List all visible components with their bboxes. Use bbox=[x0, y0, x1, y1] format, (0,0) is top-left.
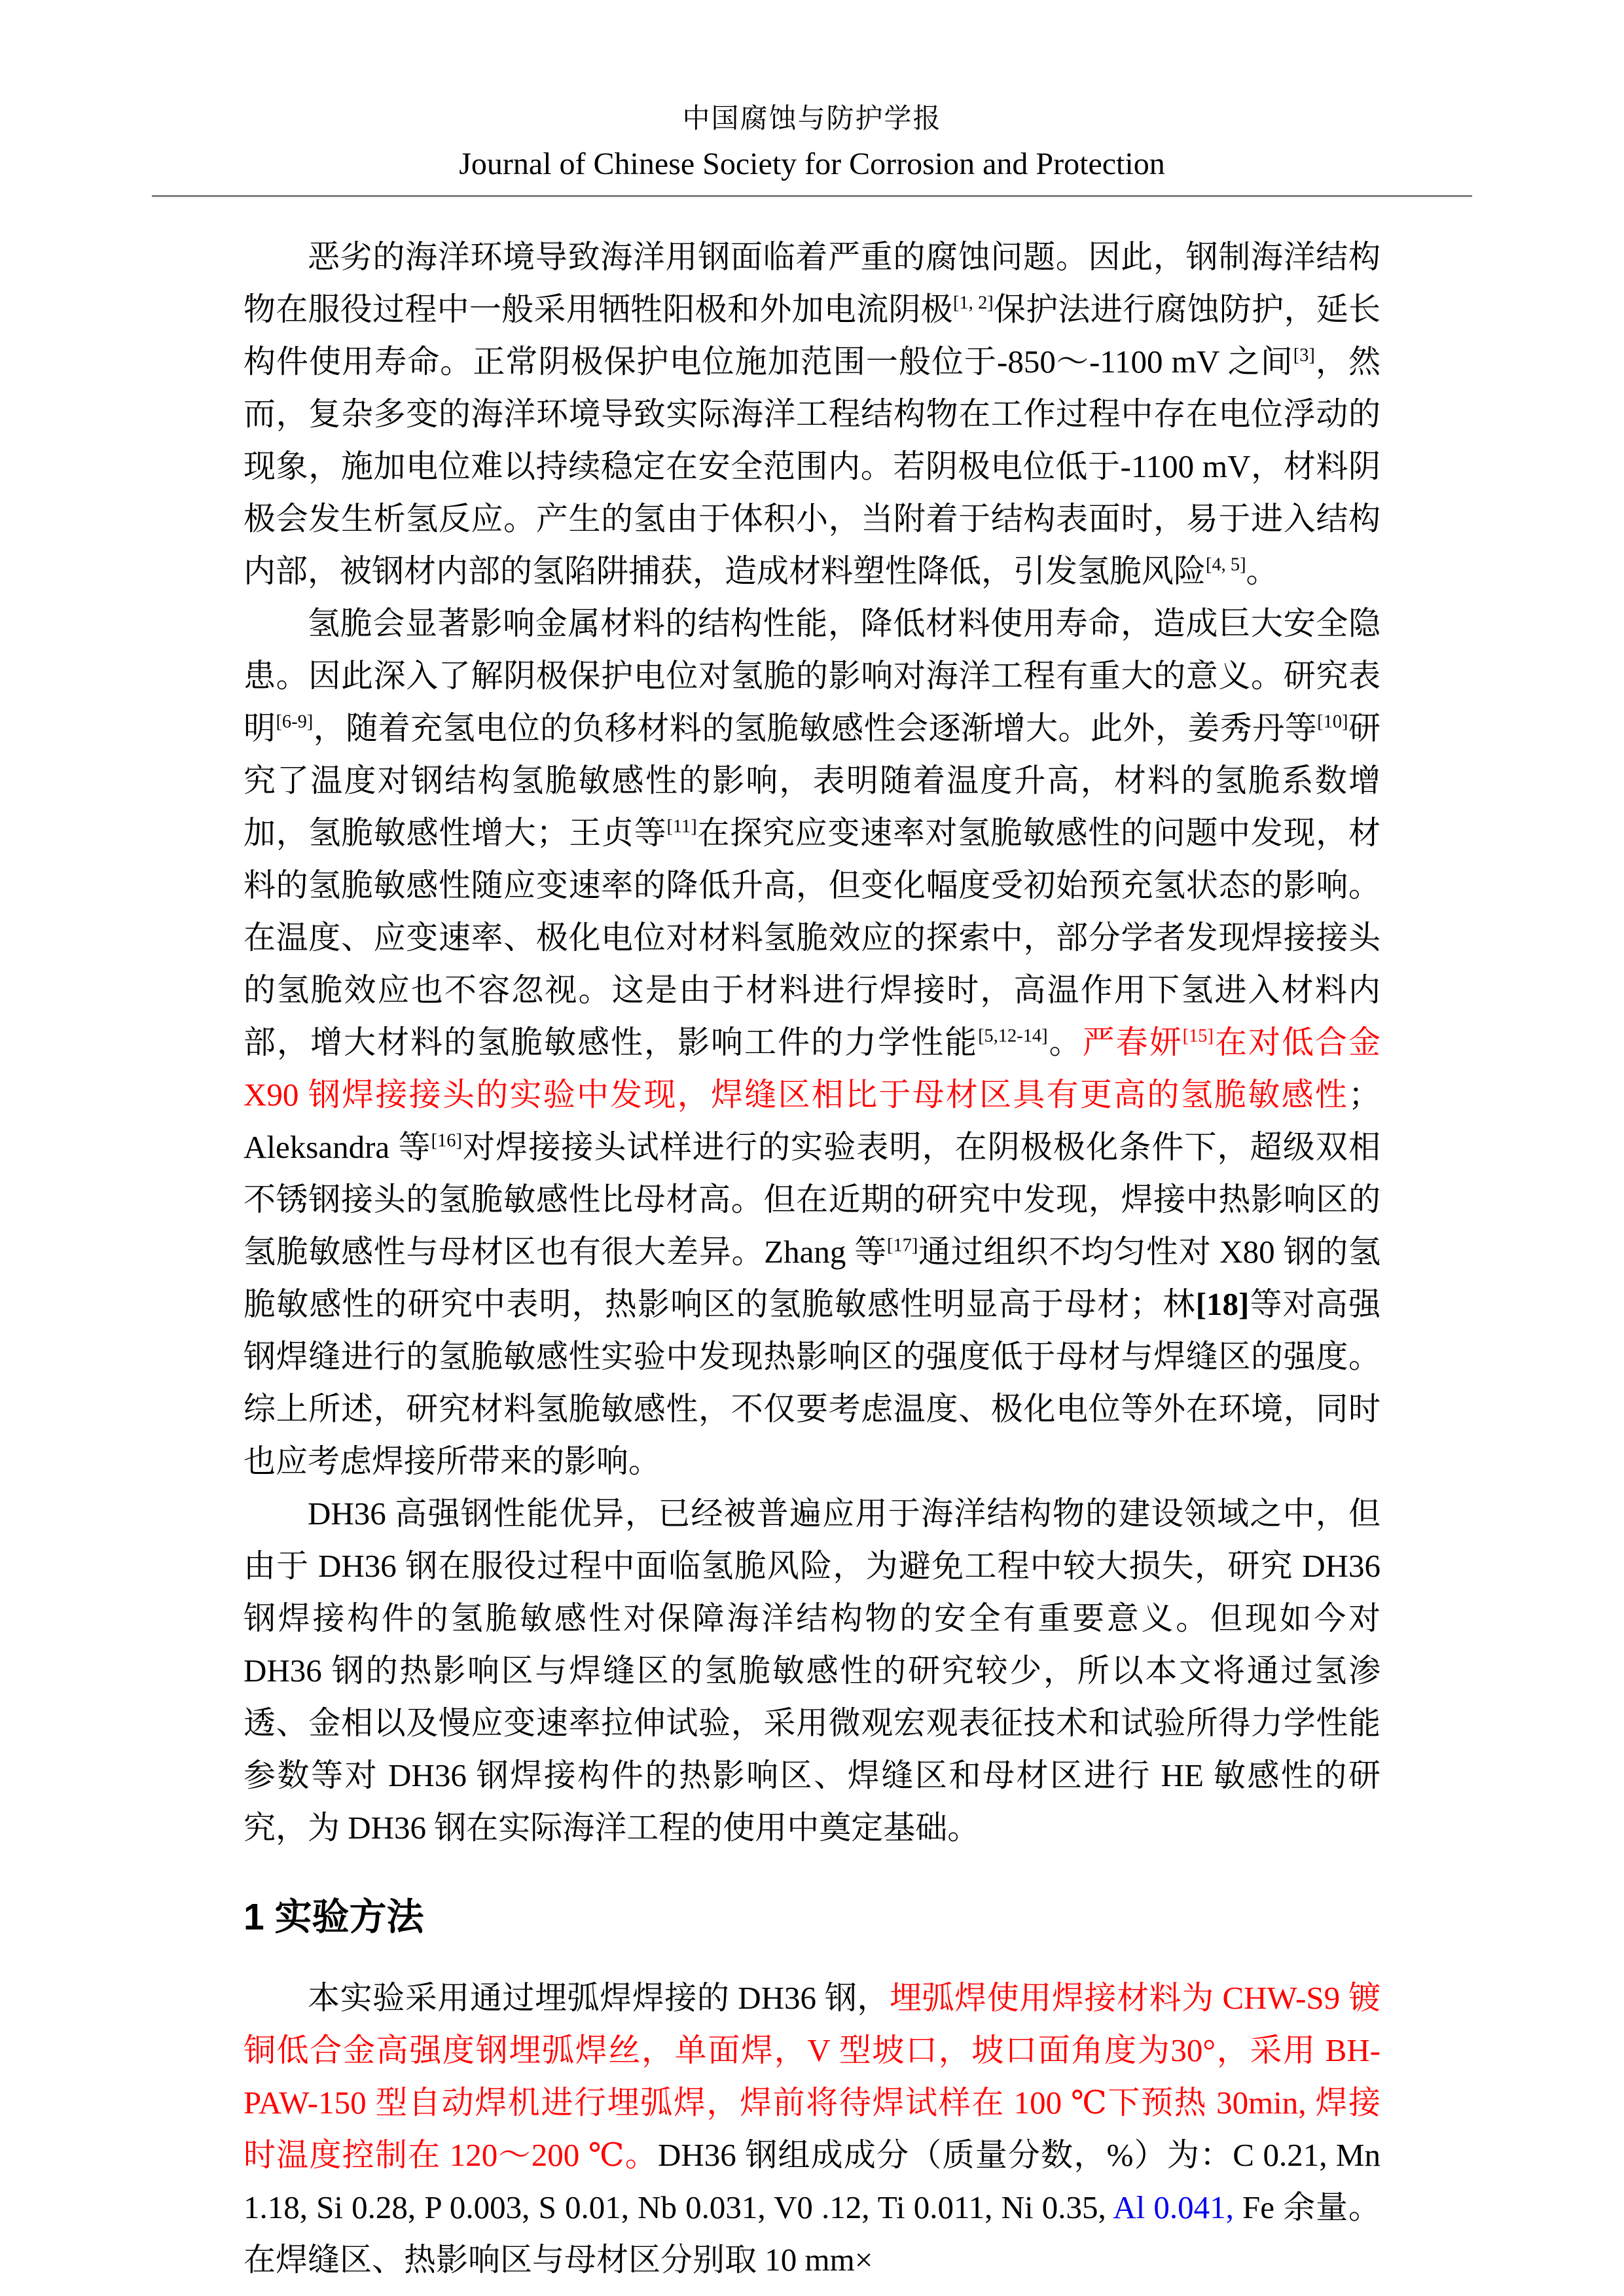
text-run-red: 埋弧焊使用焊接材料为 CHW-S9 镀铜低合金高强度钢埋弧焊丝，单面焊，V 型坡口，坡口面角度为30°，采用 BH-PAW-150 型自动焊机进行埋弧焊，焊前将待焊试样在 100 ℃下预热 30min, 焊接时温度控制在 120～200 ℃。 bbox=[244, 1980, 1380, 2173]
journal-title-cn: 中国腐蚀与防护学报 bbox=[682, 104, 942, 134]
text-run: 对焊接接头试样进行的实验表明，在阴极极化条件下，超级双相不锈钢接头的氢脆敏感性比母材高。但在近期的研究中发现，焊接中热影响区的氢脆敏感性与母材区也有很大差异。Zhang 等 bbox=[244, 1129, 1380, 1270]
text-run-bold: [18] bbox=[1195, 1286, 1250, 1322]
journal-header bbox=[152, 98, 1472, 197]
paragraph-dh36-motivation bbox=[244, 1488, 1380, 1854]
paragraph-corrosion-background bbox=[244, 231, 1380, 598]
paragraph-experimental-setup bbox=[244, 1972, 1380, 2286]
text-run-sup: [16] bbox=[431, 1130, 462, 1151]
header-rule bbox=[152, 195, 1472, 197]
section-heading-experimental-method: 1 实验方法 bbox=[244, 1896, 424, 1938]
text-run-sup: [10] bbox=[1317, 711, 1348, 732]
journal-title-en: Journal of Chinese Society for Corrosion and Protection bbox=[459, 147, 1165, 181]
text-run-sup: [6-9] bbox=[276, 711, 314, 732]
text-run: 保护法进行腐蚀防护，延长构件使用寿命。正常阴极保护电位施加范围一般位于-850～-1100 mV 之间 bbox=[244, 291, 1380, 380]
text-run-red: 在对低合金 X90 钢焊接接头的实验中发现，焊缝区相比于母材区具有更高的氢脆敏感性 bbox=[244, 1024, 1380, 1113]
text-run-sup: [4, 5] bbox=[1206, 554, 1246, 575]
text-run: 氢脆会显著影响金属材料的结构性能，降低材料使用寿命，造成巨大安全隐患。因此深入了解阴极保护电位对氢脆的影响对海洋工程有重大的意义。研究表明 bbox=[244, 605, 1380, 746]
text-run-sup: [11] bbox=[666, 816, 697, 837]
text-run: DH36 高强钢性能优异，已经被普遍应用于海洋结构物的建设领域之中，但由于 DH36 钢在服役过程中面临氢脆风险，为避免工程中较大损失，研究 DH36 钢焊接构件的氢脆敏感性对保障海洋结构物的安全有重要意义。但现如今对 DH36 钢的热影响区与焊缝区的氢脆敏感性的研究较少，所以本文将通过氢渗透、金相以及慢应变速率拉伸试验，采用微观宏观表征技术和试验所得力学性能参数等对 DH36 钢焊接构件的热影响区、焊缝区和母材区进行 HE 敏感性的研究，为 DH36 钢在实际海洋工程的使用中奠定基础。 bbox=[244, 1496, 1380, 1846]
text-run-sup: [5,12-14] bbox=[978, 1026, 1048, 1047]
text-run-sup: [1, 2] bbox=[952, 293, 994, 314]
text-run: 等对高强钢焊缝进行的氢脆敏感性实验中发现热影响区的强度低于母材与焊缝区的强度。综上所述，研究材料氢脆敏感性，不仅要考虑温度、极化电位等外在环境，同时也应考虑焊接所带来的影响。 bbox=[244, 1286, 1380, 1479]
text-run: ，随着充氢电位的负移材料的氢脆敏感性会逐渐增大。此外，姜秀丹等 bbox=[313, 710, 1318, 746]
text-run: DH36 钢组成成分（质量分数，%）为：C 0.21, Mn 1.18, Si 0.28, P 0.003, S 0.01, Nb 0.031, V0 .12, Ti 0.011, Ni 0.35, bbox=[244, 2137, 1380, 2225]
text-run: 。 bbox=[1047, 1024, 1083, 1060]
text-run: 恶劣的海洋环境导致海洋用钢面临着严重的腐蚀问题。因此，钢制海洋结构物在服役过程中一般采用牺牲阳极和外加电流阴极 bbox=[244, 239, 1380, 327]
text-run: 通过组织不均匀性对 X80 钢的氢脆敏感性的研究中表明，热影响区的氢脆敏感性明显高于母材；林 bbox=[244, 1234, 1380, 1322]
article-body bbox=[244, 231, 1380, 2286]
text-run: ；Aleksandra 等 bbox=[244, 1077, 1380, 1165]
text-run-blue: Al 0.041, bbox=[1113, 2189, 1234, 2225]
text-run-red: 严春妍 bbox=[1082, 1024, 1183, 1060]
text-run: 。 bbox=[1246, 553, 1278, 589]
text-run-sup: [3] bbox=[1293, 345, 1315, 366]
text-run: 研究了温度对钢结构氢脆敏感性的影响，表明随着温度升高，材料的氢脆系数增加，氢脆敏感性增大；王贞等 bbox=[244, 710, 1380, 851]
text-run-sup: [17] bbox=[887, 1235, 918, 1256]
text-run: 本实验采用通过埋弧焊焊接的 DH36 钢， bbox=[308, 1980, 890, 2016]
text-run: 在探究应变速率对氢脆敏感性的问题中发现，材料的氢脆敏感性随应变速率的降低升高，但变化幅度受初始预充氢状态的影响。在温度、应变速率、极化电位对材料氢脆效应的探索中，部分学者发现焊接接头的氢脆效应也不容忽视。这是由于材料进行焊接时，高温作用下氢进入材料内部，增大材料的氢脆敏感性，影响工件的力学性能 bbox=[244, 815, 1380, 1060]
text-run-supred: [15] bbox=[1182, 1026, 1214, 1047]
text-run: Fe 余量。在焊缝区、热影响区与母材区分别取 10 mm× bbox=[244, 2189, 1380, 2278]
paragraph-hydrogen-embrittlement-review bbox=[244, 598, 1380, 1488]
text-run: ，然而，复杂多变的海洋环境导致实际海洋工程结构物在工作过程中存在电位浮动的现象，施加电位难以持续稳定在安全范围内。若阴极电位低于-1100 mV，材料阴极会发生析氢反应。产生的氢由于体积小，当附着于结构表面时，易于进入结构内部，被钢材内部的氢陷阱捕获，造成材料塑性降低，引发氢脆风险 bbox=[244, 344, 1380, 589]
